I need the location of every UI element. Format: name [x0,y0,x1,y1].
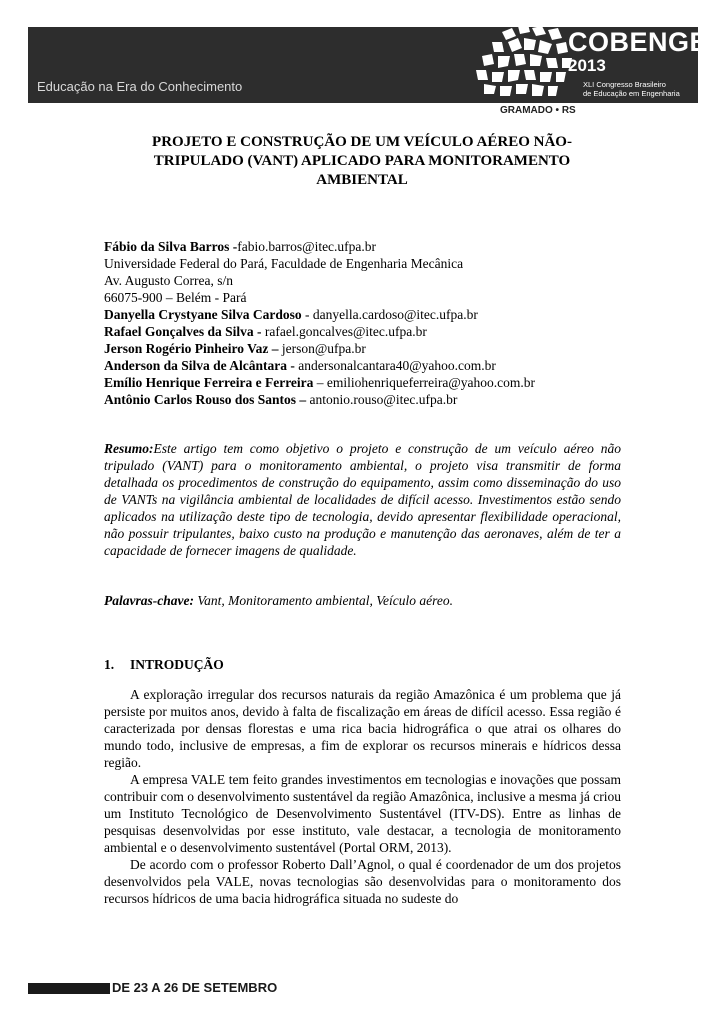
abstract [104,440,621,559]
author-line [104,340,644,357]
section-title: INTRODUÇÃO [130,657,224,672]
section-number: 1. [104,657,115,672]
author-name: Danyella Crystyane Silva Cardoso [104,307,302,322]
title-line-3: AMBIENTAL [316,172,408,188]
affiliation-text: Universidade Federal do Pará, Faculdade de Engenharia Mecânica [104,256,464,271]
author-contact: andersonalcantara40@yahoo.com.br [294,358,496,373]
author-contact: rafael.goncalves@itec.ufpa.br [261,324,427,339]
abstract-label: Resumo: [104,441,154,456]
author-line [104,238,644,255]
author-line [104,323,644,340]
brand-year: 2013 [568,56,606,75]
cobenge-mosaic-logo [462,22,578,102]
title-line-2: TRIPULADO (VANT) APLICADO PARA MONITORAMENTO [153,153,571,169]
author-contact: antonio.rouso@itec.ufpa.br [306,392,458,407]
postal-line [104,289,644,306]
paragraph: De acordo com o professor Roberto Dall’Agnol, o qual é coordenador de um dos projetos desenvolvidos pela VALE, novas tecnologias são desenvolvidas para o monitoramento dos recursos hídricos de uma bacia hidrográfica situada no sudeste do [104,857,621,906]
brand-subtitle-line-2: de Educação em Engenharia [583,89,680,98]
brand-block [568,28,708,75]
keywords-text: Vant, Monitoramento ambiental, Veículo aéreo. [193,593,453,608]
postal-text: 66075-900 – Belém - Pará [104,290,247,305]
abstract-text: Este artigo tem como objetivo o projeto e construção de um veículo aéreo não tripulado (VANT) para o monitoramento ambiental, o projeto visa transmitir de forma detalhada os procedimentos de construção do equipamento, assim como disseminação do uso de VANTs na vigilância ambiental de localidades de difícil acesso. Investimentos estão sendo aplicados na utilização deste tipo de tecnologia, devido apresentar flexibilidade operacional, não possuir tripulantes, baixo custo na produção e manutenção das aeronaves, além de ter a capacidade de fornecer imagens de qualidade. [104,441,621,558]
paragraph: A empresa VALE tem feito grandes investimentos em tecnologias e inovações que possam contribuir com o desenvolvimento sustentável da região Amazônica, inclusive a mesma já criou um Instituto Tecnológico de Desenvolvimento Sustentável (ITV-DS). Entre as linhas de pesquisas desenvolvidas por esse instituto, vale destacar, a tecnologia de monitoramento ambiental e o desenvolvimento sustentável (Portal ORM, 2013). [104,772,621,855]
author-name: Anderson da Silva de Alcântara - [104,358,295,373]
author-line [104,391,644,408]
keywords-label: Palavras-chave: [104,593,194,608]
section-heading [104,657,224,673]
address-line [104,272,644,289]
title-line-1: PROJETO E CONSTRUÇÃO DE UM VEÍCULO AÉREO NÃO- [152,134,572,150]
author-block [104,238,644,408]
author-contact: – emiliohenriqueferreira@yahoo.com.br [313,375,536,390]
author-name: Emílio Henrique Ferreira e Ferreira [104,375,314,390]
affiliation-line [104,255,644,272]
paper-title [104,133,620,190]
footer-bar [28,983,110,994]
body-text [104,686,621,907]
author-line [104,374,644,391]
author-line [104,306,644,323]
address-text: Av. Augusto Correa, s/n [104,273,233,288]
paragraph: A exploração irregular dos recursos naturais da região Amazônica é um problema que já persiste por muitos anos, devido à falta de fiscalização em áreas de difícil acesso. Essa região é caracterizada por densas florestas e uma rica bacia hidrográfica o que atrai os olhares do mundo todo, inclusive de empresas, a fim de explorar os recursos minerais e hídricos dessa região. [104,687,621,770]
author-contact: fabio.barros@itec.ufpa.br [237,239,377,254]
author-name: Rafael Gonçalves da Silva - [104,324,262,339]
footer-dates: DE 23 A 26 DE SETEMBRO [112,980,278,995]
brand-subtitle-line-1: XLI Congresso Brasileiro [583,80,666,89]
brand-subtitle [583,80,680,98]
author-name: Fábio da Silva Barros - [104,239,238,254]
keywords [104,592,621,609]
venue-label: GRAMADO • RS [500,105,576,116]
author-line [104,357,644,374]
author-contact: - danyella.cardoso@itec.ufpa.br [301,307,478,322]
author-name: Jerson Rogério Pinheiro Vaz – [104,341,279,356]
conference-tagline: Educação na Era do Conhecimento [37,79,243,94]
author-name: Antônio Carlos Rouso dos Santos – [104,392,307,407]
author-contact: jerson@ufpa.br [278,341,366,356]
brand-name: COBENGE [568,27,709,57]
